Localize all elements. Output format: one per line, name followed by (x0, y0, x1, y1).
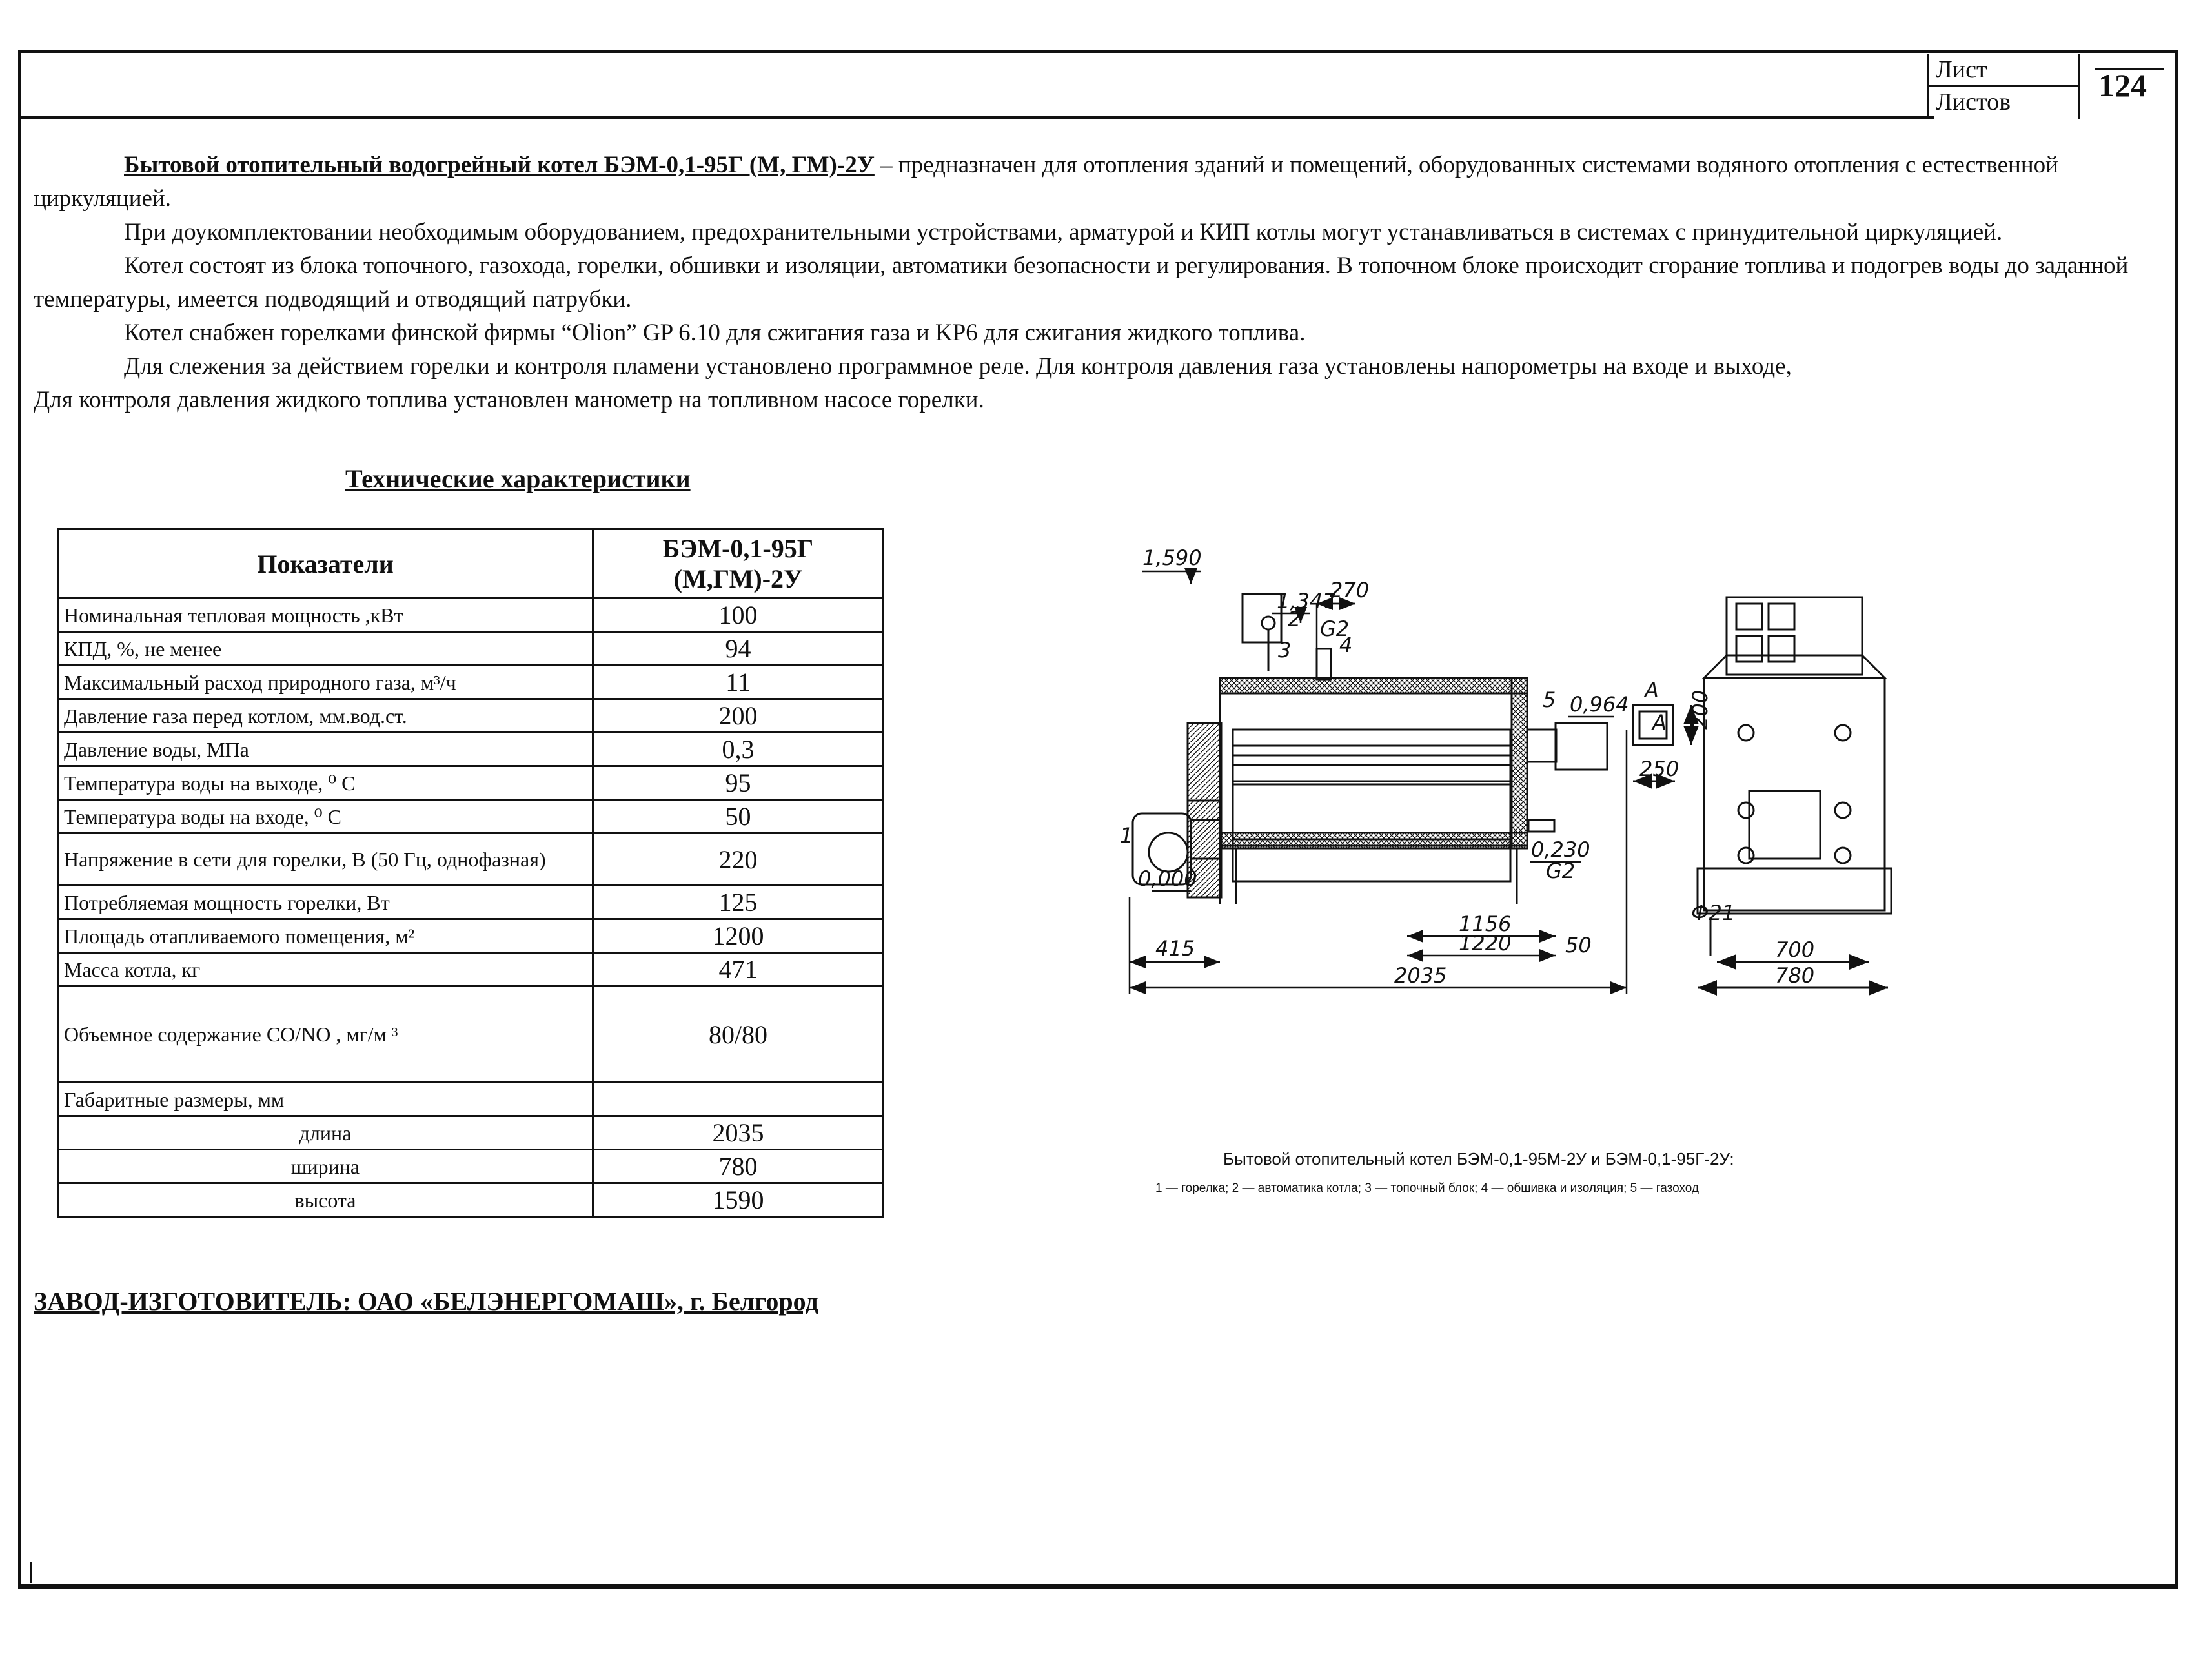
callout-4: 4 (1339, 633, 1353, 657)
drawing-legend: 1 — горелка; 2 — автоматика котла; 3 — топочный блок; 4 — обшивка и изоляция; 5 — газоход (1155, 1181, 1700, 1195)
front-refractory-top (1188, 723, 1221, 801)
dim-1156: 1156 (1459, 912, 1512, 936)
header-model: БЭМ-0,1-95Г (М,ГМ)-2У (593, 529, 884, 598)
specs-title: Технические характеристики (345, 464, 691, 493)
intro-paragraph-5: Для слежения за действием горелки и контроля пламени установлено программное реле. Для контроля давления газа установлены напорометры на входе и выходе, (124, 353, 1792, 380)
automation-box (1243, 594, 1281, 642)
dim-0230: 0,230 (1531, 837, 1590, 862)
label-g2-bottom: G2 (1546, 859, 1576, 883)
intro-paragraph-3: Котел состоят из блока топочного, газохода, горелки, обшивки и изоляции, автоматики безопасности и регулирования. В топочном блоке происходит сгорание топлива и подогрев воды до заданной температуры, имеется подводящий и отводящий патрубки. (34, 252, 2129, 312)
bottom-insulation (1220, 833, 1527, 848)
boiler-casing (1220, 678, 1527, 846)
header-parameter: Показатели (58, 529, 593, 598)
front-view (1698, 597, 1891, 988)
dim-415: 415 (1155, 936, 1195, 961)
drawing-caption: Бытовой отопительный котел БЭМ-0,1-95М-2У и БЭМ-0,1-95Г-2У: (1223, 1149, 1734, 1169)
dim-250: 250 (1639, 757, 1679, 781)
table-row: Давление воды, МПа 0,3 (58, 733, 884, 766)
callout-1: 1 (1120, 823, 1133, 848)
product-name: Бытовой отопительный водогрейный котел БЭМ-0,1-95Г (М, ГМ)-2У (124, 152, 875, 178)
drawing-labels (1120, 546, 1814, 988)
dim-d21: Ф21 (1691, 901, 1736, 925)
dim-0964: 0,964 (1570, 692, 1629, 717)
dim-700: 700 (1775, 937, 1815, 962)
dim-780: 780 (1775, 963, 1815, 988)
arrow-a: A (1652, 710, 1667, 735)
dim-1347: 1,347 (1277, 589, 1336, 613)
dim-50: 50 (1565, 933, 1592, 957)
sheet-number: 124 (2078, 54, 2178, 119)
dim-2035: 2035 (1394, 963, 1447, 988)
corner-tick (30, 1562, 32, 1583)
top-insulation (1220, 678, 1527, 693)
specs-table (57, 528, 884, 1218)
callout-5: 5 (1543, 688, 1556, 712)
sheet-label: Лист (1927, 54, 2078, 87)
description (34, 148, 2157, 417)
dim-0000: 0,000 (1138, 866, 1197, 891)
table-row: КПД, %, не менее 94 (58, 632, 884, 666)
dim-270: 270 (1330, 578, 1370, 602)
title-block (1927, 54, 2178, 119)
section-a-label: A (1645, 678, 1659, 702)
intro-paragraph-6: Для контроля давления жидкого топлива установлен манометр на топливном насосе горелки. (34, 387, 984, 413)
dim-1220: 1220 (1459, 931, 1512, 956)
table-row: ширина 780 (58, 1150, 884, 1183)
intro-paragraph-2: При доукомплектовании необходимым оборудованием, предохранительными устройствами, арматурой и КИП котлы могут устанавливаться в системах с принудительной циркуляцией. (124, 219, 2003, 245)
table-row: Номинальная тепловая мощность ,кВт 100 (58, 598, 884, 632)
table-row: Давление газа перед котлом, мм.вод.ст. 200 (58, 699, 884, 733)
callout-3: 3 (1278, 638, 1292, 662)
manufacturer: ЗАВОД-ИЗГОТОВИТЕЛЬ: ОАО «БЕЛЭНЕРГОМАШ», г. Белгород (34, 1287, 818, 1316)
table-row: Температура воды на выходе, ⁰ С 95 (58, 766, 884, 800)
table-row: Габаритные размеры, мм (58, 1083, 884, 1116)
rear-insulation (1512, 678, 1527, 848)
table-row: Температура воды на входе, ⁰ С 50 (58, 800, 884, 833)
burner-front (1749, 791, 1820, 859)
flue-neck (1527, 730, 1556, 762)
table-row: длина 2035 (58, 1116, 884, 1150)
intro-paragraph-4: Котел снабжен горелками финской фирмы “Olion” GP 6.10 для сжигания газа и KP6 для сжигания жидкого топлива. (124, 320, 1306, 346)
intro-paragraph-1: Бытовой отопительный водогрейный котел БЭМ-0,1-95Г (М, ГМ)-2У – предназначен для отопления зданий и помещений, оборудованных системами водяного отопления с естественной циркуляцией. (34, 152, 2058, 212)
specs-header-row (58, 529, 884, 598)
table-row: Максимальный расход природного газа, м³/ч 11 (58, 666, 884, 699)
dim-200: 200 (1688, 690, 1712, 730)
bottom-rule (18, 1586, 2178, 1589)
table-row: высота 1590 (58, 1183, 884, 1217)
sheets-label: Листов (1927, 87, 2078, 119)
table-row: Площадь отапливаемого помещения, м² 1200 (58, 919, 884, 953)
table-row: Масса котла, кг 471 (58, 953, 884, 986)
table-row: Объемное содержание CO/NO , мг/м ³ 80/80 (58, 986, 884, 1083)
flue-duct (1556, 723, 1607, 770)
burner-fan (1149, 833, 1188, 872)
front-casing (1704, 678, 1885, 910)
boiler-drawing (1071, 536, 2053, 1162)
table-row: Напряжение в сети для горелки, В (50 Гц, однофазная) 220 (58, 833, 884, 886)
table-row: Потребляемая мощность горелки, Вт 125 (58, 886, 884, 919)
callout-2: 2 (1288, 607, 1301, 631)
dim-1590: 1,590 (1142, 546, 1202, 570)
header-rule (18, 116, 1934, 119)
label-g2-top: G2 (1320, 617, 1350, 641)
